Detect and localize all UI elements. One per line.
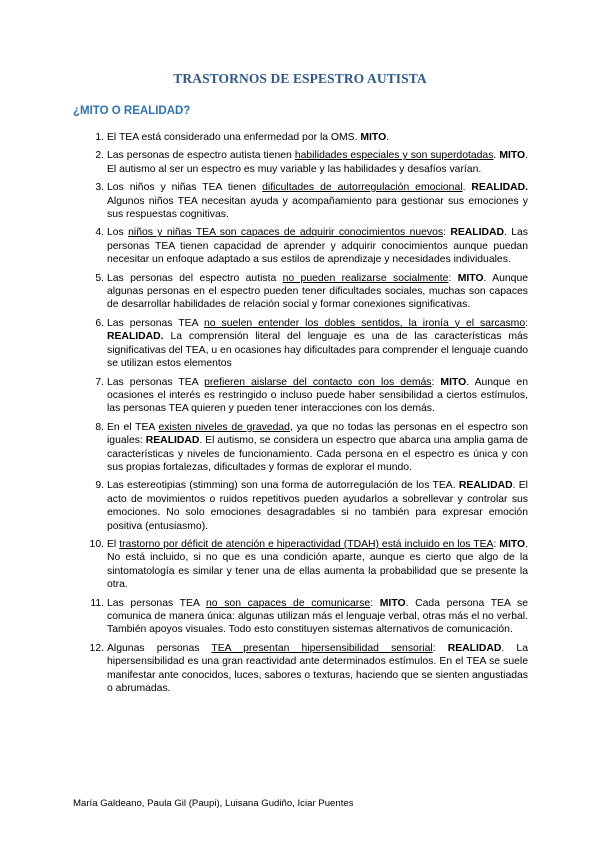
verdict-label: MITO — [360, 132, 387, 143]
verdict-label: REALIDAD — [447, 642, 502, 654]
statement-underlined: existen niveles de gravedad — [158, 421, 290, 433]
verdict-label: REALIDAD — [450, 227, 505, 239]
item-number: 4. — [95, 227, 104, 239]
verdict-label: REALIDAD — [458, 480, 513, 492]
list-item — [86, 479, 528, 533]
text-run: : — [493, 538, 500, 550]
text-run: Las personas TEA — [107, 597, 206, 609]
list-item — [86, 597, 528, 637]
item-text — [107, 480, 528, 531]
verdict-label: MITO — [440, 376, 467, 388]
list-item — [86, 181, 528, 221]
text-run: Las personas del espectro autista — [107, 272, 283, 284]
list-item — [86, 317, 528, 371]
verdict-label: MITO — [379, 597, 406, 609]
text-run: Algunas personas — [107, 642, 212, 654]
item-number: 1. — [95, 132, 104, 143]
item-number: 2. — [95, 150, 104, 162]
text-run: : — [432, 642, 448, 654]
statement-underlined: no suelen entender los dobles sentidos, la ironía y el sarcasmo — [203, 317, 526, 329]
item-text — [107, 273, 528, 311]
text-run: : — [370, 597, 380, 609]
text-run: . El acto de movimientos o ruidos repetitivos pueden ayudarlos a sobrellevar y controlar sus emociones. No solo emociones desagradables si no también para expresar emoción positiva (entusiasmo). — [107, 480, 528, 532]
item-number: 11. — [90, 597, 104, 609]
text-run: . El autismo, se considera un espectro que abarca una amplia gama de características y niveles de funcionamiento. Cada persona en el espectro es única y con sus propias fortalezas, dificultades y formas de explorar el mundo. — [107, 435, 529, 473]
item-text — [107, 422, 528, 473]
statement-underlined: TEA presentan hipersensibilidad sensorial — [211, 642, 433, 654]
verdict-label: REALIDAD. — [107, 331, 164, 343]
list-item — [86, 131, 528, 144]
item-number: 5. — [95, 272, 104, 284]
text-run: . — [493, 150, 500, 162]
text-run: La comprensión literal del lenguaje es una de las características más significativas del TEA, u en ocasiones hay dificultades para comprender el lenguaje cuando se utilizan estos elementos — [107, 331, 528, 370]
text-run: En el TEA — [107, 421, 159, 433]
item-text — [107, 539, 528, 590]
text-run: Las personas TEA — [107, 376, 205, 388]
text-run: Algunos niños TEA necesitan ayuda y acompañamiento para gestionar sus emociones y sus respuestas cognitivas. — [107, 195, 528, 221]
list-item — [86, 226, 528, 266]
text-run: Las personas TEA — [107, 317, 204, 329]
item-text — [107, 132, 389, 143]
statement-underlined: habilidades especiales y son superdotadas — [294, 150, 494, 162]
statement-underlined: trastorno por déficit de atención e hiperactividad (TDAH) está incluido en los TEA — [119, 538, 494, 550]
item-text — [107, 318, 528, 369]
page-title: TRASTORNOS DE ESPESTRO AUTISTA — [173, 71, 427, 86]
text-run: . Aunque en ocasiones el interés es restringido o incluso puede haber sensibilidad a ciertos estímulos, las personas TEA quieren y pueden tener interacciones con los demás. — [107, 376, 528, 415]
statement-underlined: niños y niñas TEA son capaces de adquirir conocimientos nuevos — [128, 227, 444, 239]
statement-underlined: prefieren aislarse del contacto con los demás — [204, 376, 432, 388]
item-text — [107, 643, 528, 694]
text-run: . El autismo al ser un espectro es muy variable y las habilidades y desafíos varían. — [107, 150, 528, 175]
text-run: . Las personas TEA tienen capacidad de aprender y adquirir conocimientos aunque puedan necesitar un enfoque adaptado a sus estilos de aprendizaje y necesidades individuales. — [107, 227, 528, 266]
statement-underlined: dificultades de autorregulación emocional — [262, 182, 463, 194]
myth-reality-list — [86, 131, 528, 700]
item-text — [107, 182, 528, 220]
text-run: , ya que no todas las personas en el espectro son iguales: — [107, 421, 529, 447]
item-text — [107, 377, 528, 415]
text-run: Las estereotipias (stimming) son una forma de autorregulación de los TEA. — [107, 480, 459, 492]
list-item — [86, 538, 528, 592]
verdict-label: REALIDAD. — [471, 182, 528, 194]
verdict-label: REALIDAD — [145, 435, 200, 447]
item-text — [107, 150, 528, 174]
section-heading: ¿MITO O REALIDAD? — [73, 105, 191, 117]
list-item — [86, 642, 528, 696]
verdict-label: MITO — [457, 272, 484, 284]
text-run: . — [386, 132, 390, 143]
item-number: 7. — [95, 376, 104, 388]
list-item — [86, 421, 528, 475]
item-number: 12. — [89, 642, 104, 654]
text-run: . La hipersensibilidad es una gran reactividad ante determinados estímulos. En el TEA se suele manifestar ante conocidos, luces, sabores o texturas, haciendo que se sienten angustiadas o abrumadas. — [107, 642, 528, 695]
text-run: : — [431, 376, 441, 388]
item-number: 3. — [95, 182, 104, 194]
item-number: 10. — [89, 538, 104, 550]
item-text — [107, 598, 528, 636]
text-run: . Aunque algunas personas en el espectro pueden tener dificultades sociales, muchas son capaces de desarrollar habilidades de relación social y formar conexiones significativas. — [107, 272, 528, 311]
item-text — [107, 227, 528, 265]
verdict-label: MITO — [499, 150, 526, 162]
text-run: Los niños y niñas TEA tienen — [107, 182, 263, 194]
list-item — [86, 149, 528, 176]
authors-footer: María Galdeano, Paula Gil (Paupi), Luisana Gudiño, Iciar Puentes — [73, 798, 354, 809]
text-run: . No está incluido, si no que es una condición aparte, aunque es cierto que algo de la sintomatología es similar y tener una de ellas aumenta la probabilidad que se presente la otra. — [107, 538, 528, 591]
item-number: 6. — [95, 317, 104, 329]
list-item — [86, 272, 528, 312]
list-item — [86, 376, 528, 416]
statement-underlined: no son capaces de comunicarse — [206, 597, 371, 609]
text-run: El — [107, 538, 120, 550]
text-run: : — [448, 272, 458, 284]
text-run: El TEA está considerado una enfermedad por la OMS. — [107, 132, 361, 143]
item-number: 8. — [95, 421, 104, 433]
statement-underlined: no pueden realizarse socialmente — [282, 272, 449, 284]
text-run: : — [525, 317, 528, 329]
text-run: Las personas de espectro autista tienen — [107, 150, 295, 162]
text-run: Los — [107, 227, 129, 239]
text-run: : — [443, 227, 451, 239]
text-run: . Cada persona TEA se comunica de manera única: algunas utilizan más el lenguaje verbal, otras más el no verbal. También apoyos visuales. Todo esto constituyen sistemas alternativos de comunicación. — [107, 597, 528, 636]
text-run: . — [462, 182, 472, 194]
verdict-label: MITO — [499, 538, 526, 550]
item-number: 9. — [95, 480, 104, 492]
